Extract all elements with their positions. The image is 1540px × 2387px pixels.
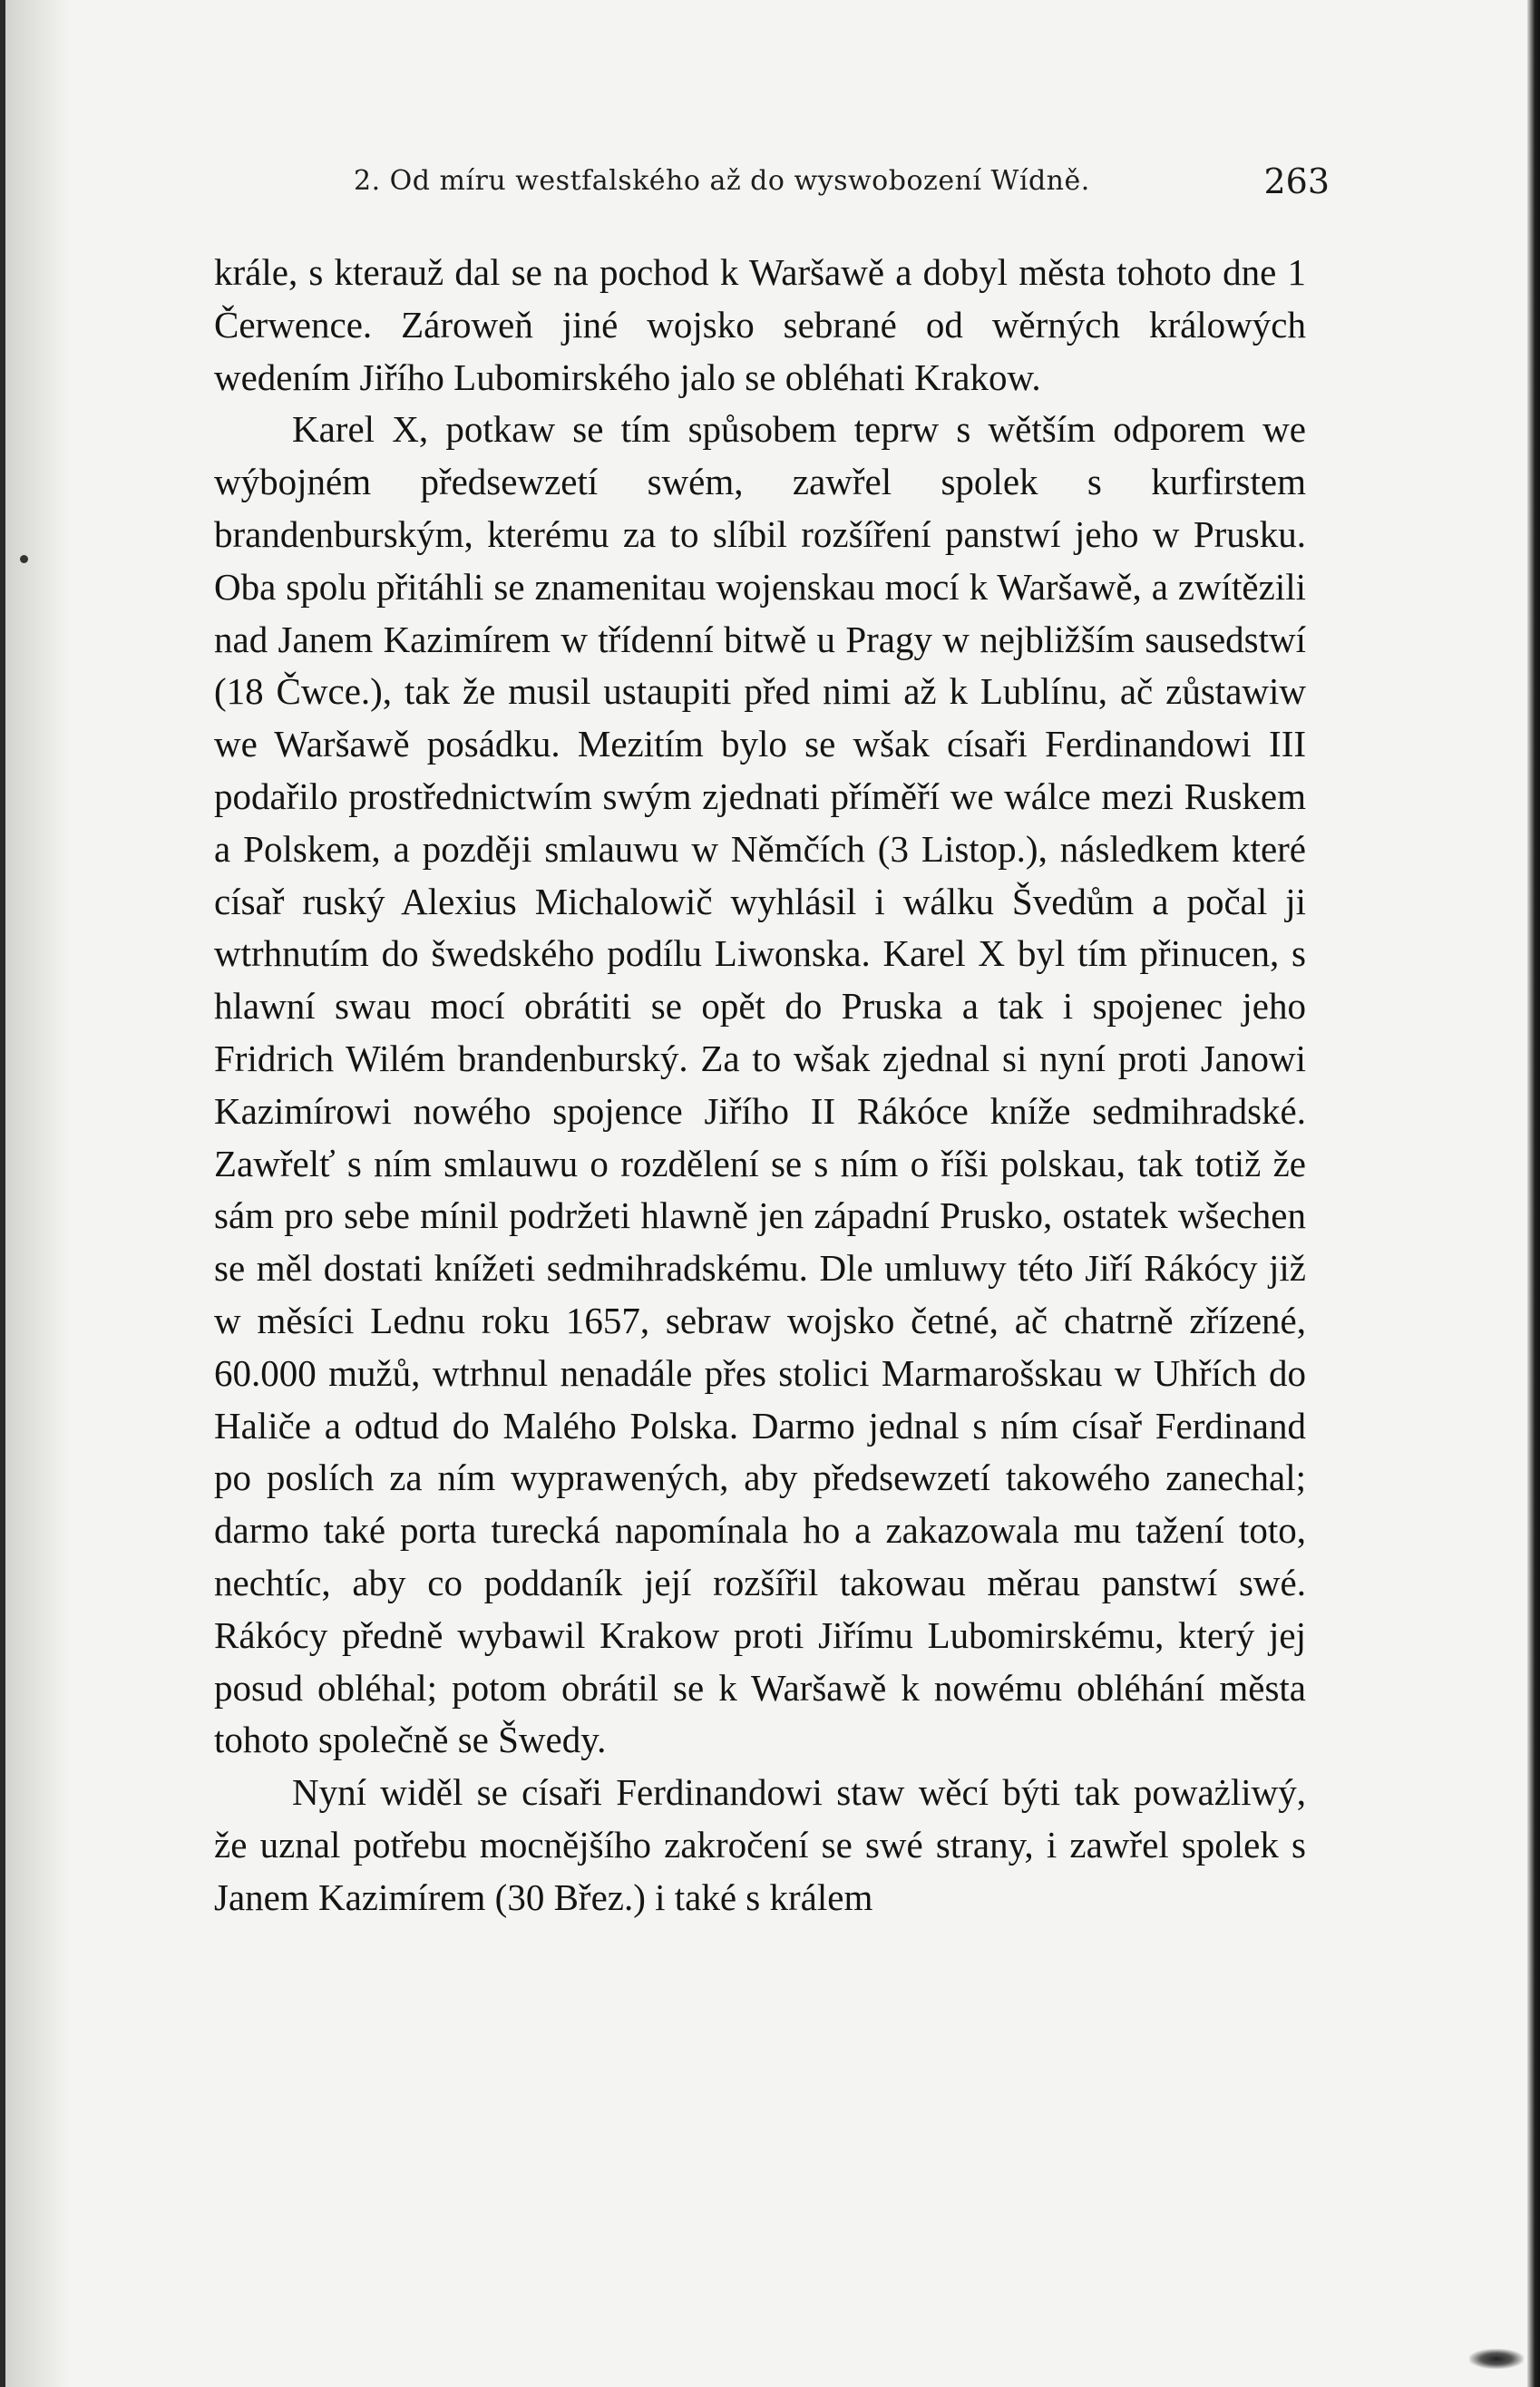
- page-header: [354, 161, 1330, 209]
- page-number: 263: [1263, 161, 1330, 201]
- margin-dot-mark: [20, 555, 28, 563]
- paragraph: Karel X, potkaw se tím spůsobem teprw s wětším odporem we wýbojném předsewzetí swém, zawřel spolek s kurfirstem brandenburským, kterému za to slíbil rozšíření panstwí jeho w Prusku. Oba spolu přitáhli se znamenitau wojenskau mocí k Waršawě, a zwítězili nad Janem Kazimírem w třídenní bitwě u Pragy w nejbližším sausedstwí (18 Čwce.), tak že musil ustaupiti před nimi až k Lublínu, ač zůstawiw we Waršawě posádku. Mezitím bylo se wšak císaři Ferdinandowi III podařilo prostřednictwím swým zjednati příměří we wálce mezi Ruskem a Polskem, a později smlauwu w Němčích (3 Listop.), následkem které císař ruský Alexius Michalowič wyhlásil i wálku Švedům a počal ji wtrhnutím do šwedského podílu Liwonska. Karel X byl tím přinucen, s hlawní swau mocí obrátiti se opět do Pruska a tak i spojenec jeho Fridrich Wilém brandenburský. Za to wšak zjednal si nyní proti Janowi Kazimírowi nowého spojence Jiřího II Rákóce kníže sedmihradské. Zawřelť s ním smlauwu o rozdělení se s ním o říši polskau, tak totiž že sám pro sebe mínil podržeti hlawně jen západní Prusko, ostatek wšechen se měl dostati knížeti sedmihradskému. Dle umluwy této Jiří Rákócy již w měsíci Lednu roku 1657, sebraw wojsko četné, ač chatrně zřízené, 60.000 mužů, wtrhnul nenadále přes stolici Marmarošskau w Uhřích do Haliče a odtud do Malého Polska. Darmo jednal s ním císař Ferdinand po poslích za ním wyprawených, aby předsewzetí takowého zanechal; darmo také porta turecká napomínala ho a zakazowala mu tažení toto, nechtíc, aby co poddaník její rozšířil takowau měrau panstwí swé. Rákócy předně wybawil Krakow proti Jiřímu Lubomirskému, který jej posud obléhal; potom obrátil se k Waršawě k nowému obléhání města tohoto společně se Šwedy.: [214, 408, 1306, 1761]
- body-text: [214, 247, 1306, 1924]
- paragraph-continued: krále, s kterauž dal se na pochod k Waršawě a dobyl města tohoto dne 1 Čerwence. Zároweň jiné wojsko sebrané od wěrných králowých wedením Jiřího Lubomirského jalo se obléhati Krakow.: [214, 251, 1306, 398]
- scan-border-right: [1527, 0, 1540, 2387]
- scan-artifact-mark: [1469, 2349, 1524, 2369]
- paragraph: Nyní widěl se císaři Ferdinandowi staw wěcí býti tak poważliwý, že uznal potřebu mocnějšího zakročení se swé strany, i zawřel spolek s Janem Kazimírem (30 Břez.) i také s králem: [214, 1771, 1306, 1918]
- running-head: 2. Od míru westfalského až do wyswobození Wídně.: [354, 165, 1090, 197]
- page-gutter-shadow: [0, 0, 71, 2387]
- scan-border-left: [0, 0, 5, 2387]
